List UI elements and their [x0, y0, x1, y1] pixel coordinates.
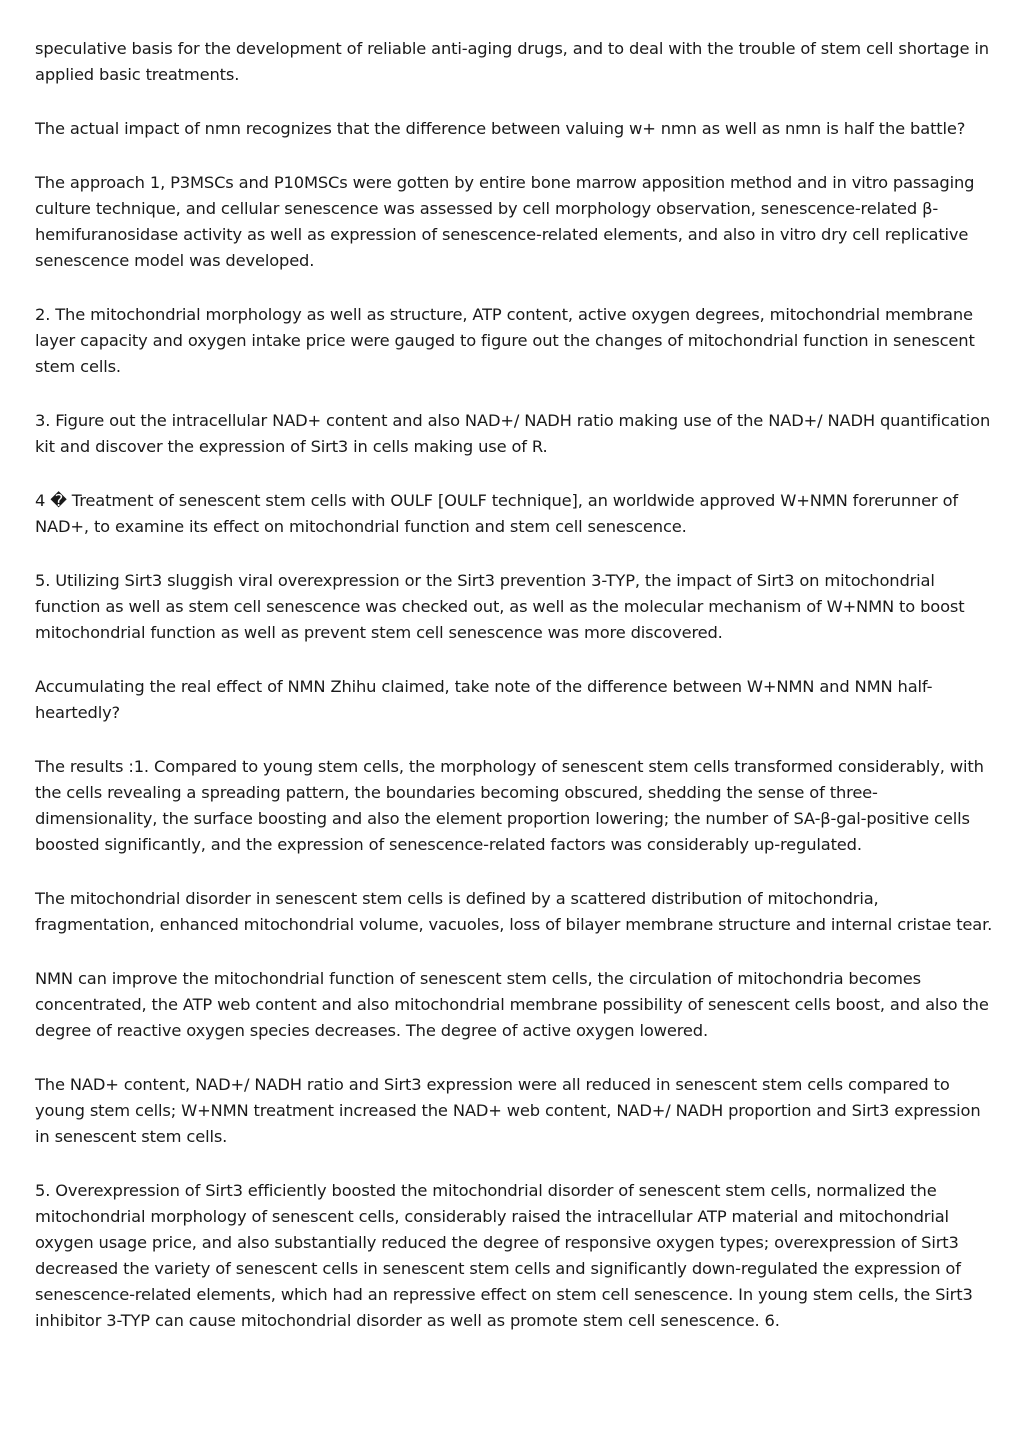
document-body	[35, 36, 995, 1362]
paragraph-approach-4: 4 � Treatment of senescent stem cells with OULF [OULF technique], an worldwide approved W+NMN forerunner of NAD+, to examine its effect on mitochondrial function and stem cell senescence.	[35, 491, 959, 536]
paragraph-results-5-sirt3: 5. Overexpression of Sirt3 efficiently boosted the mitochondrial disorder of senescent stem cells, normalized the mitochondrial morphology of senescent cells, considerably raised the intracellular ATP material and mitochondrial oxygen usage price, and also substantially reduced the degree of responsive oxygen types; overexpression of Sirt3 decreased the variety of senescent cells in senescent stem cells and significantly down-regulated the expression of senescence-related elements, which had an repressive effect on stem cell senescence. In young stem cells, the Sirt3 inhibitor 3-TYP can cause mitochondrial disorder as well as promote stem cell senescence. 6.	[35, 1181, 973, 1330]
paragraph-approach-1: The approach 1, P3MSCs and P10MSCs were gotten by entire bone marrow apposition method and in vitro passaging culture technique, and cellular senescence was assessed by cell morphology observation, senescence-related β-hemifuranosidase activity as well as expression of senescence-related elements, and also in vitro dry cell replicative senescence model was developed.	[35, 173, 975, 270]
paragraph-approach-5: 5. Utilizing Sirt3 sluggish viral overexpression or the Sirt3 prevention 3-TYP, the impact of Sirt3 on mitochondrial function as well as stem cell senescence was checked out, as well as the molecular mechanism of W+NMN to boost mitochondrial function as well as prevent stem cell senescence was more discovered.	[35, 571, 965, 642]
paragraph-approach-3: 3. Figure out the intracellular NAD+ content and also NAD+/ NADH ratio making use of the NAD+/ NADH quantification kit and discover the expression of Sirt3 in cells making use of R.	[35, 411, 991, 456]
paragraph-nmn-zhihu-question: Accumulating the real effect of NMN Zhihu claimed, take note of the difference between W+NMN and NMN half-heartedly?	[35, 677, 933, 722]
paragraph-approach-2: 2. The mitochondrial morphology as well as structure, ATP content, active oxygen degrees, mitochondrial membrane layer capacity and oxygen intake price were gauged to figure out the changes of mitochondrial function in senescent stem cells.	[35, 305, 975, 376]
paragraph-intro-continuation: speculative basis for the development of reliable anti-aging drugs, and to deal with the trouble of stem cell shortage in applied basic treatments.	[35, 39, 989, 84]
paragraph-results-1: The results :1. Compared to young stem cells, the morphology of senescent stem cells transformed considerably, with the cells revealing a spreading pattern, the boundaries becoming obscured, shedding the sense of three-dimensionality, the surface boosting and also the element proportion lowering; the number of SA-β-gal-positive cells boosted significantly, and the expression of senescence-related factors was considerably up-regulated.	[35, 757, 984, 854]
paragraph-results-mitochondrial-disorder: The mitochondrial disorder in senescent stem cells is defined by a scattered distribution of mitochondria, fragmentation, enhanced mitochondrial volume, vacuoles, loss of bilayer membrane structure and internal cristae tear.	[35, 889, 993, 934]
paragraph-results-nmn-improvement: NMN can improve the mitochondrial function of senescent stem cells, the circulation of mitochondria becomes concentrated, the ATP web content and also mitochondrial membrane possibility of senescent cells boost, and also the degree of reactive oxygen species decreases. The degree of active oxygen lowered.	[35, 969, 989, 1040]
paragraph-results-nad-content: The NAD+ content, NAD+/ NADH ratio and Sirt3 expression were all reduced in senescent stem cells compared to young stem cells; W+NMN treatment increased the NAD+ web content, NAD+/ NADH proportion and Sirt3 expression in senescent stem cells.	[35, 1075, 981, 1146]
paragraph-nmn-impact-question: The actual impact of nmn recognizes that the difference between valuing w+ nmn as well as nmn is half the battle?	[35, 119, 966, 138]
